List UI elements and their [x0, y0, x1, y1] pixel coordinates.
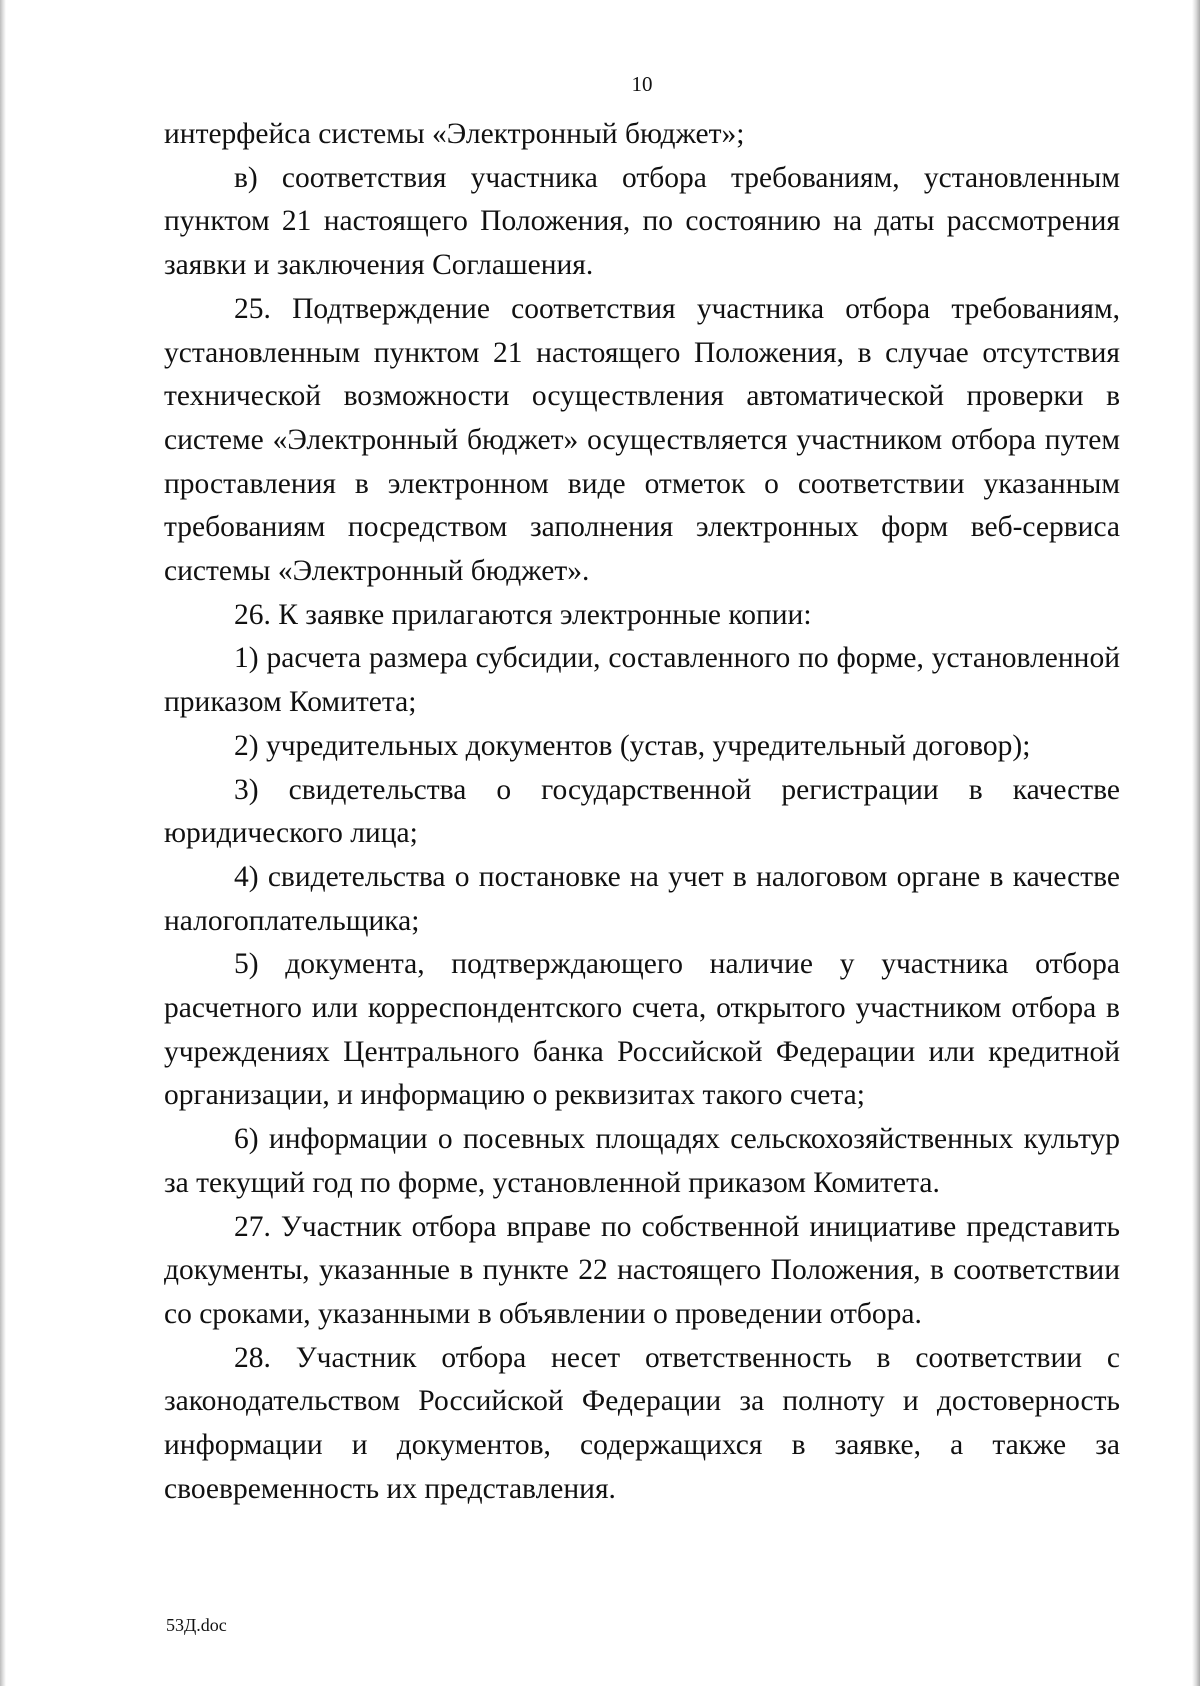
scan-edge-left	[0, 0, 6, 1686]
footer-file-name: 53Д.doc	[166, 1615, 227, 1635]
paragraph-7: 4) свидетельства о постановке на учет в налоговом органе в качестве налогоплательщика;	[164, 860, 1120, 937]
paragraph-6: 3) свидетельства о государственной регистрации в качестве юридического лица;	[164, 773, 1120, 850]
paragraph-10: 27. Участник отбора вправе по собственной инициативе представить документы, указанные в пункте 22 настоящего Положения, в соответствии со сроками, указанными в объявлении о проведении отбора.	[164, 1210, 1120, 1330]
paragraph-8: 5) документа, подтверждающего наличие у участника отбора расчетного или корреспондентского счета, открытого участником отбора в учреждениях Центрального банка Российской Федерации или кредитной организации, и информацию о реквизитах такого счета;	[164, 948, 1120, 1112]
paragraph-4: 1) расчета размера субсидии, составленного по форме, установленной приказом Комитета;	[164, 642, 1120, 719]
paragraph-11: 28. Участник отбора несет ответственность в соответствии с законодательством Российской Федерации за полноту и достоверность информации и документов, содержащихся в заявке, а также за своевременность их представления.	[164, 1341, 1120, 1505]
page-number: 10	[631, 72, 653, 96]
paragraph-5: 2) учредительных документов (устав, учредительный договор);	[234, 729, 1031, 762]
paragraph-1: в) соответствия участника отбора требованиям, установленным пунктом 21 настоящего Положения, по состоянию на даты рассмотрения заявки и заключения Соглашения.	[164, 161, 1120, 282]
paragraph-2: 25. Подтверждение соответствия участника отбора требованиям, установленным пунктом 21 настоящего Положения, в случае отсутствия технической возможности осуществления автоматической проверки в системе «Электронный бюджет» осуществляется участником отбора путем проставления в электронном виде отметок о соответствии указанным требованиям посредством заполнения электронных форм веб-сервиса системы «Электронный бюджет».	[164, 292, 1120, 588]
paragraph-0: интерфейса системы «Электронный бюджет»;	[164, 118, 745, 150]
paragraph-9: 6) информации о посевных площадях сельскохозяйственных культур за текущий год по форме, установленной приказом Комитета.	[164, 1123, 1120, 1199]
scan-edge-right	[1192, 0, 1200, 1686]
paragraph-3: 26. К заявке прилагаются электронные копии:	[234, 598, 812, 631]
document-body	[164, 113, 1120, 1512]
